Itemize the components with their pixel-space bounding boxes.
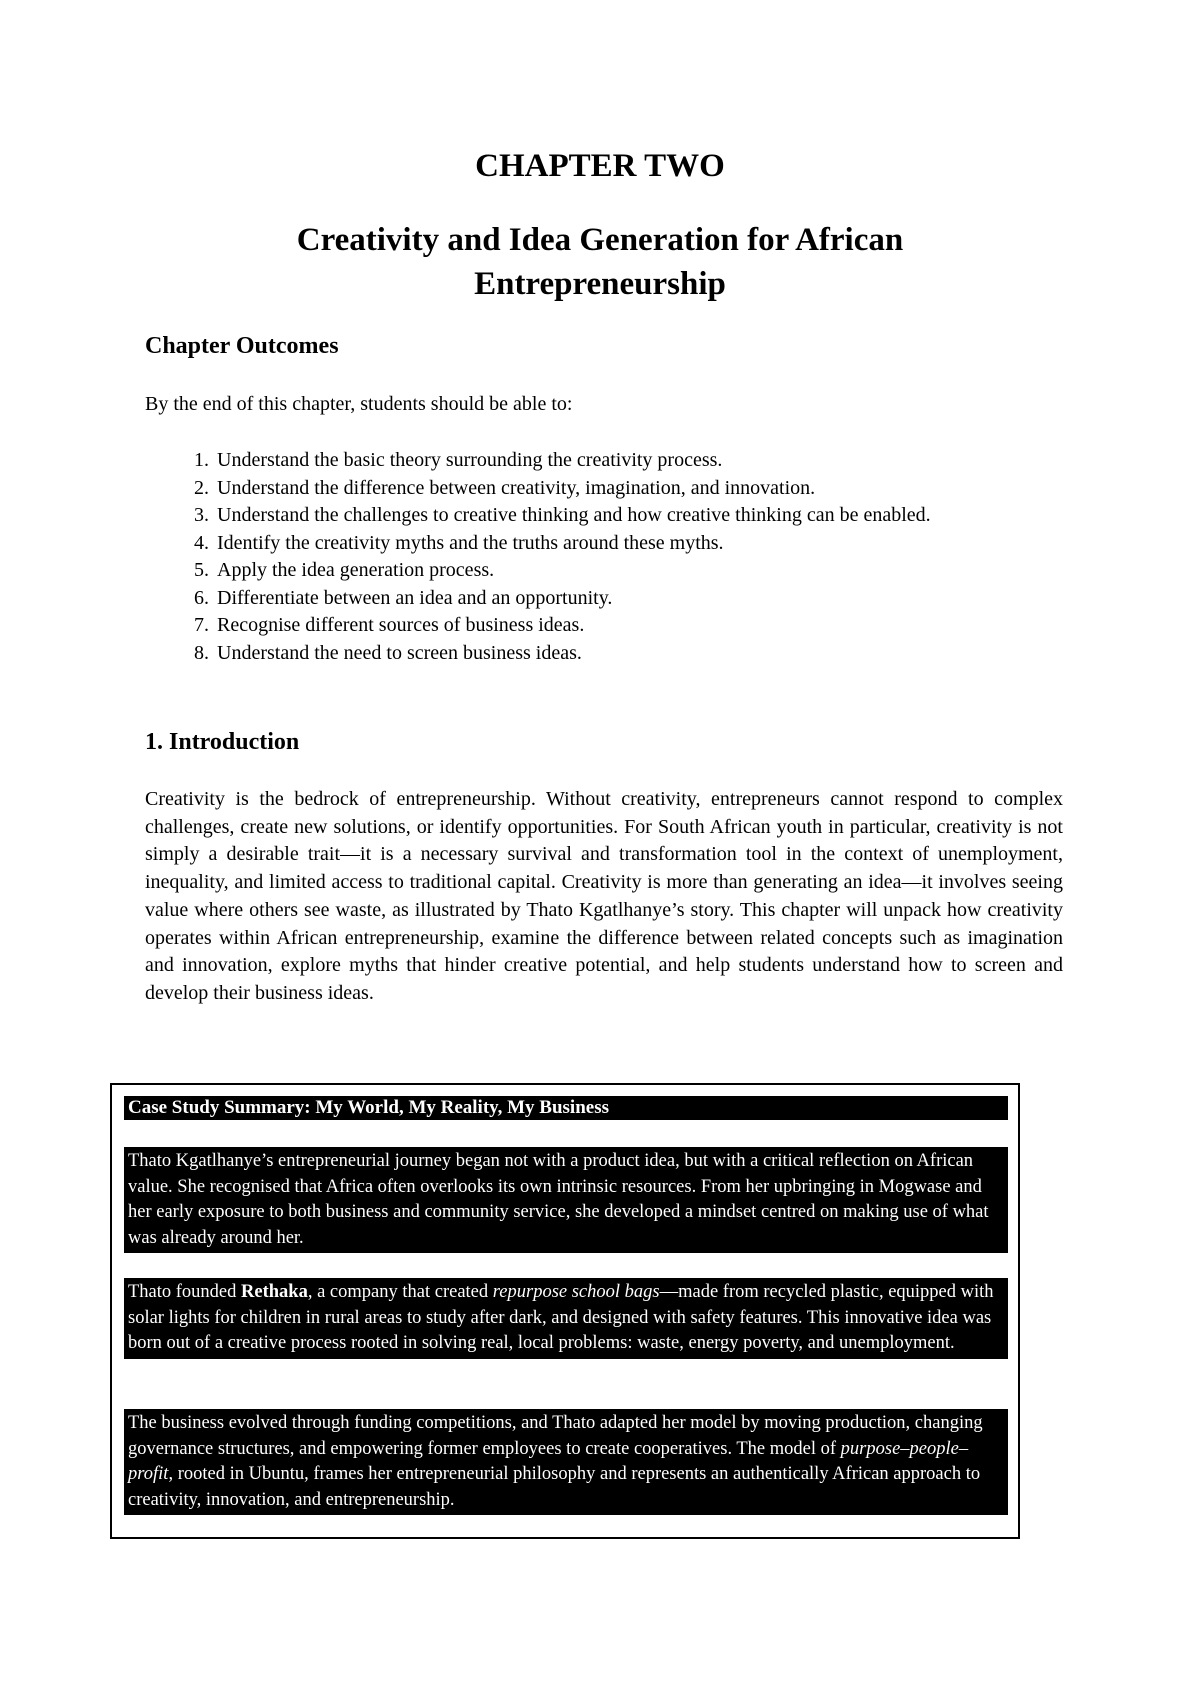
- case-study-paragraph-1: Thato Kgatlhanye’s entrepreneurial journey began not with a product idea, but with a critical reflection on African value. She recognised that Africa often overlooks its own intrinsic resources. From her upbringing in Mogwase and her early exposure to both business and community service, she developed a mindset centred on making use of what was already around her.: [124, 1147, 1008, 1253]
- introduction-paragraph: Creativity is the bedrock of entrepreneurship. Without creativity, entrepreneurs cannot respond to complex challenges, create new solutions, or identify opportunities. For South African youth in particular, creativity is not simply a desirable trait—it is a necessary survival and transformation tool in the context of unemployment, inequality, and limited access to traditional capital. Creativity is more than generating an idea—it involves seeing value where others see waste, as illustrated by Thato Kgatlhanye’s story. This chapter will unpack how creativity operates within African entrepreneurship, examine the difference between related concepts such as imagination and innovation, explore myths that hinder creative potential, and help students understand how to screen and develop their business ideas.: [145, 788, 1063, 1004]
- case-study-paragraph-3: The business evolved through funding competitions, and Thato adapted her model by moving production, changing governance structures, and empowering former employees to create cooperatives. The model of purpose–people–profit, rooted in Ubuntu, frames her entrepreneurial philosophy and represents an authentically African approach to creativity, innovation, and entrepreneurship.: [124, 1409, 1008, 1515]
- case-study-paragraph-2: Thato founded Rethaka, a company that created repurpose school bags—made from recycled plastic, equipped with solar lights for children in rural areas to study after dark, and designed with safety features. This innovative idea was born out of a creative process rooted in solving real, local problems: waste, energy poverty, and unemployment.: [124, 1278, 1008, 1359]
- chapter-title: Creativity and Idea Generation for African Entrepreneurship: [296, 222, 904, 302]
- case-study-heading: Case Study Summary: My World, My Reality, My Business: [124, 1096, 1008, 1120]
- outcomes-heading: Chapter Outcomes: [145, 333, 339, 359]
- model-name: purpose–people–profit: [128, 1438, 969, 1484]
- outcomes-list: [145, 447, 1063, 667]
- company-name: Rethaka: [241, 1282, 308, 1302]
- list-item: 4. Identify the creativity myths and the truths around these myths.: [194, 531, 724, 554]
- list-item: 2. Understand the difference between creativity, imagination, and innovation.: [194, 476, 816, 499]
- list-item: 6. Differentiate between an idea and an opportunity.: [194, 586, 613, 609]
- outcomes-intro: By the end of this chapter, students should be able to:: [145, 393, 573, 415]
- product-name: repurpose school bags: [492, 1282, 660, 1302]
- chapter-label: CHAPTER TWO: [475, 148, 725, 184]
- introduction-heading: 1. Introduction: [145, 729, 300, 755]
- list-item: 7. Recognise different sources of business ideas.: [194, 614, 585, 636]
- list-item: 3. Understand the challenges to creative thinking and how creative thinking can be enabled.: [194, 504, 931, 526]
- list-item: 1. Understand the basic theory surrounding the creativity process.: [194, 449, 723, 471]
- list-item: 8. Understand the need to screen business ideas.: [194, 641, 582, 664]
- list-item: 5. Apply the idea generation process.: [194, 559, 495, 581]
